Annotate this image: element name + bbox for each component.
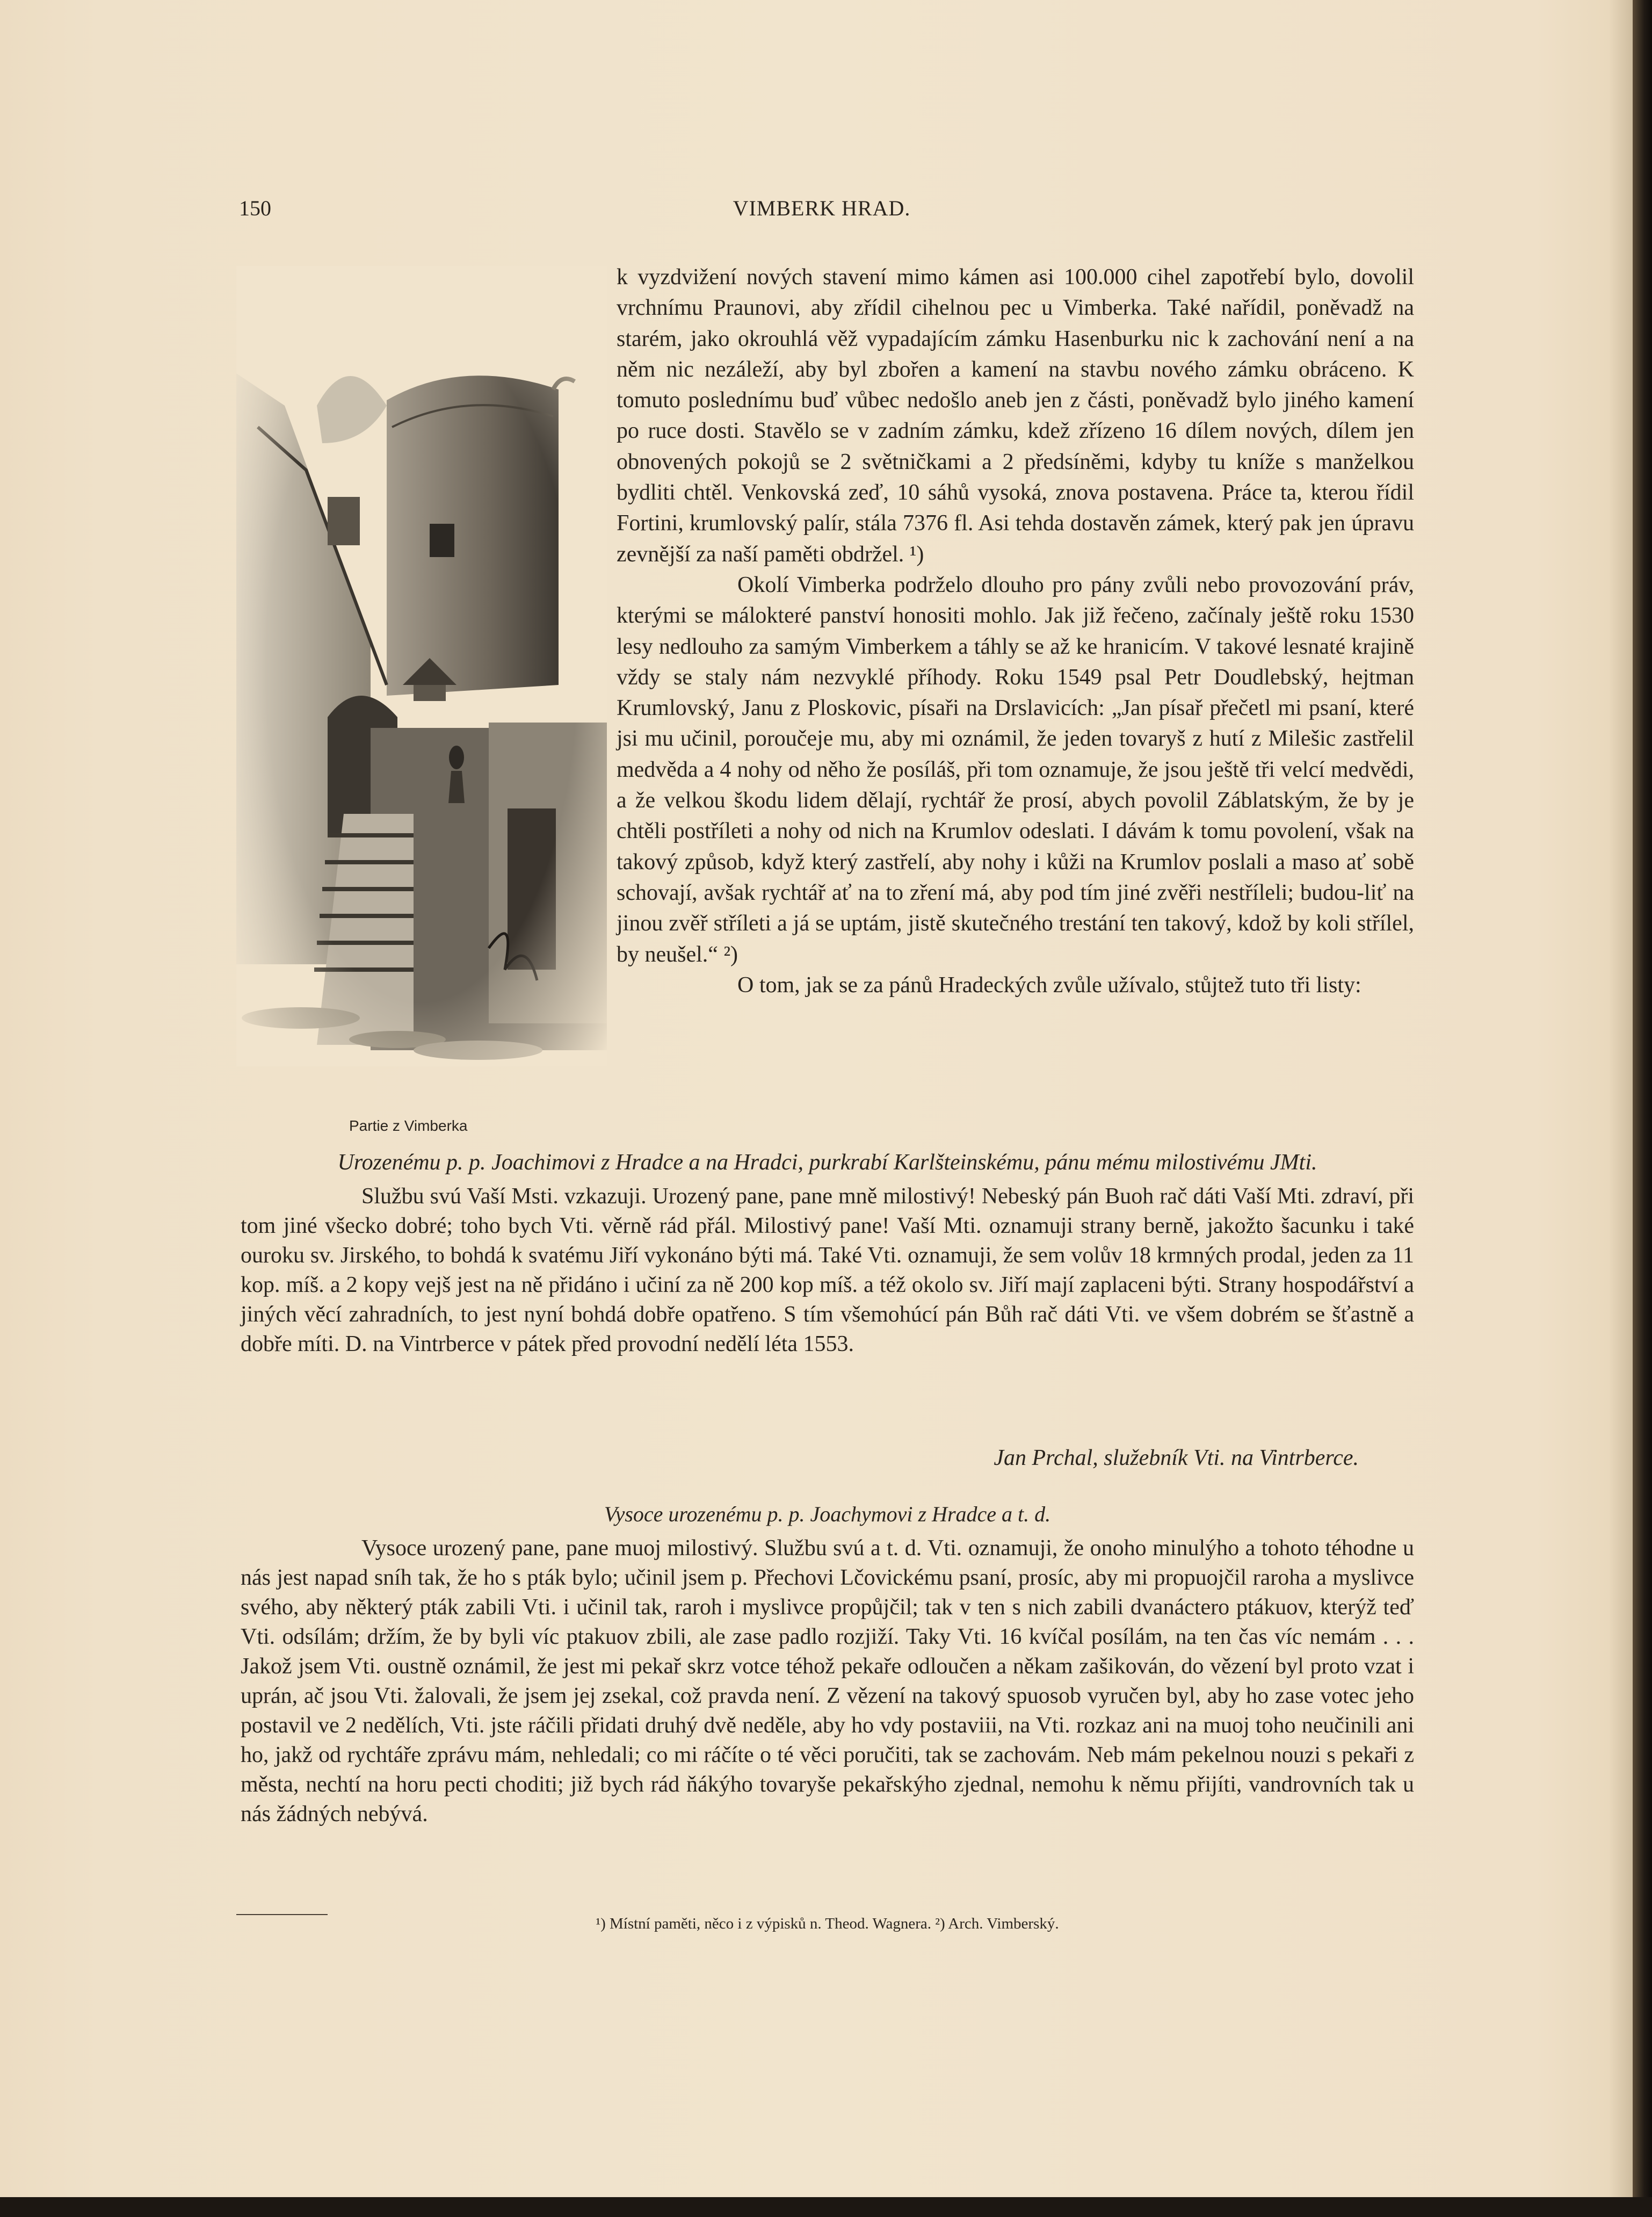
letter1-heading: Urozenému p. p. Joachimovi z Hradce a na Hradci, purkrabí Karlšteinskému, pánu mému milostivému JMti.: [337, 1150, 1317, 1175]
book-spine: [1633, 0, 1652, 2217]
page-number: 150: [239, 196, 271, 220]
letter2-heading: Vysoce urozenému p. p. Joachymovi z Hradce a t. d.: [604, 1502, 1051, 1526]
running-title: VIMBERK HRAD.: [733, 196, 911, 220]
castle-illustration: [236, 266, 607, 1066]
paragraph: k vyzdvižení nových stavení mimo kámen asi 100.000 cihel zapotřebí bylo, dovolil vrchnímu Praunovi, aby zřídil cihelnou pec u Vimberka. Také nařídil, poněvadž na starém, jako okrouhlá věž vypadajícím zámku Hasenburku nic k zachování není a na něm nic nezáleží, aby byl zbořen a kamení na stavbu nového zámku obráceno. K tomuto poslednímu buď vůbec nedošlo aneb jen z části, poněvadž bylo jiného kamení po ruce dosti. Stavělo se v zadním zámku, kdež zřízeno 16 dílem nových, dílem jen obnovených pokojů se 2 světničkami a 2 předsíněmi, kdyby tu kníže s manželkou bydliti chtěl. Venkovská zeď, 10 sáhů vysoká, znova postavena. Práce ta, kterou řídil Fortini, krumlovský palír, stála 7376 fl. Asi tehda dostavěn zámek, který pak jen úpravu zevnější za naší paměti obdržel. ¹): [617, 265, 1414, 567]
page-bottom-edge: [0, 2197, 1652, 2217]
paragraph: Službu svú Vaší Msti. vzkazuji. Urozený pane, pane mně milostivý! Nebeský pán Buoh rač dáti Vaší Mti. zdraví, při tom jiné všecko dobré; toho bych Vti. věrně rád přál. Milostivý pane! Vaší Mti. oznamuji strany berně, jakožto šacunku i také ouroku sv. Jirského, to bohdá k svatému Jiří vykonáno býti má. Také Vti. oznamuji, že sem volův 18 krmných prodal, jeden za 11 kop. míš. a 2 kopy vejš jest na ně přidáno i učiní za ně 200 kop míš. a též okolo sv. Jiří mají zaplaceni býti. Strany hospodářství a jiných věcí zahradních, to jest nyní bohdá dobře opatřeno. S tím všemohúcí pán Bůh rač dáti Vti. ve všem dobrém se šťastně a dobře míti. D. na Vintrberce v pátek před provodní nedělí léta 1553.: [241, 1184, 1414, 1356]
letter2-body: [241, 1534, 1414, 1829]
right-column-text: [617, 262, 1414, 1001]
paragraph: Okolí Vimberka podrželo dlouho pro pány zvůli nebo provozování práv, kterými se málokteré panství honositi mohlo. Jak již řečeno, začínaly ještě roku 1530 lesy nedlouho za samým Vimberkem a táhly se až ke hranicím. V takové lesnaté krajině vždy se staly nám nezvyklé příhody. Roku 1549 psal Petr Doudlebský, hejtman Krumlovský, Janu z Ploskovic, písaři na Drslavicích: „Jan písař přečetl mi psaní, které jsi mu učinil, poroučeje mu, aby mi oznámil, že jeden tovaryš z hutí z Milešic zastřelil medvěda a 4 nohy od něho že posíláš, při tom oznamuje, že jsou ještě tři velcí medvědi, a že velkou škodu lidem dělají, rychtář že prosí, abych povolil Záblatským, že by je chtěli postříleti a nohy od nich na Krumlov odeslati. I dávám k tomu povolení, však na takový způsob, když který zastřelí, aby nohy i kůži na Krumlov poslali a maso ať sobě schovají, avšak rychtář ať na to zření má, aby pod tím jiné zvěři nestříleli; budou-liť na jinou zvěř stříleti a já se uptám, jistě skutečného trestání ten takový, kdož by koli střílel, by neušel.“ ²): [617, 572, 1414, 967]
footnotes: ¹) Místní paměti, něco i z výpisků n. Theod. Wagnera. ²) Arch. Vimberský.: [596, 1915, 1059, 1932]
letter1-signature: Jan Prchal, služebník Vti. na Vintrberce.: [994, 1446, 1359, 1470]
page-fold-shadow: [1608, 0, 1633, 2202]
paragraph: Vysoce urozený pane, pane muoj milostivý. Službu svú a t. d. Vti. oznamuji, že onoho minulýho a tohoto téhodne u nás jest napad sníh tak, že ho s pták bylo; učinil jsem p. Přechovi Lčovickému psaní, prosíc, aby mi propuojčil raroha a myslivce svého, aby některý pták zabili Vti. i učinil tak, raroh i myslivce propůjčil; tak v ten s nich zabili dvanáctero ptákuov, kterýž teď Vti. odsílám; držím, že by byli víc ptakuov zbili, ale zase padlo rozjiží. Taky Vti. 16 kvíčal posílám, na ten čas víc nemám . . . Jakož jsem Vti. oustně oznámil, že jest mi pekař skrz votce téhož pekaře odloučen a někam zašikován, do vězení byl proto vzat i uprán, ač jsou Vti. žalovali, že jsem jej zsekal, což pravda není. Z vězení na takový spuosob vyručen byl, aby ho zase votec jeho postavil ve 2 nedělích, Vti. jste ráčili přidati druhý dvě neděle, aby ho vdy postaviii, na Vti. rozkaz ani na muoj toho neučinili ani ho, jakž od rychtáře zprávu mám, nehledali; co mi ráčíte o té věci poručiti, tak se zachovám. Neb mám pekelnou nouzi s pekaři z města, nechtí na horu pecti choditi; již bych rád ňákýho tovaryše pekařskýho zjednal, nemohu k němu přijíti, vandrovních tak u nás žádných nebývá.: [241, 1536, 1414, 1826]
paragraph: O tom, jak se za pánů Hradeckých zvůle užívalo, stůjtež tuto tři listy:: [737, 972, 1361, 998]
figure-caption: Partie z Vimberka: [349, 1117, 468, 1134]
letter1-body: [241, 1182, 1414, 1359]
